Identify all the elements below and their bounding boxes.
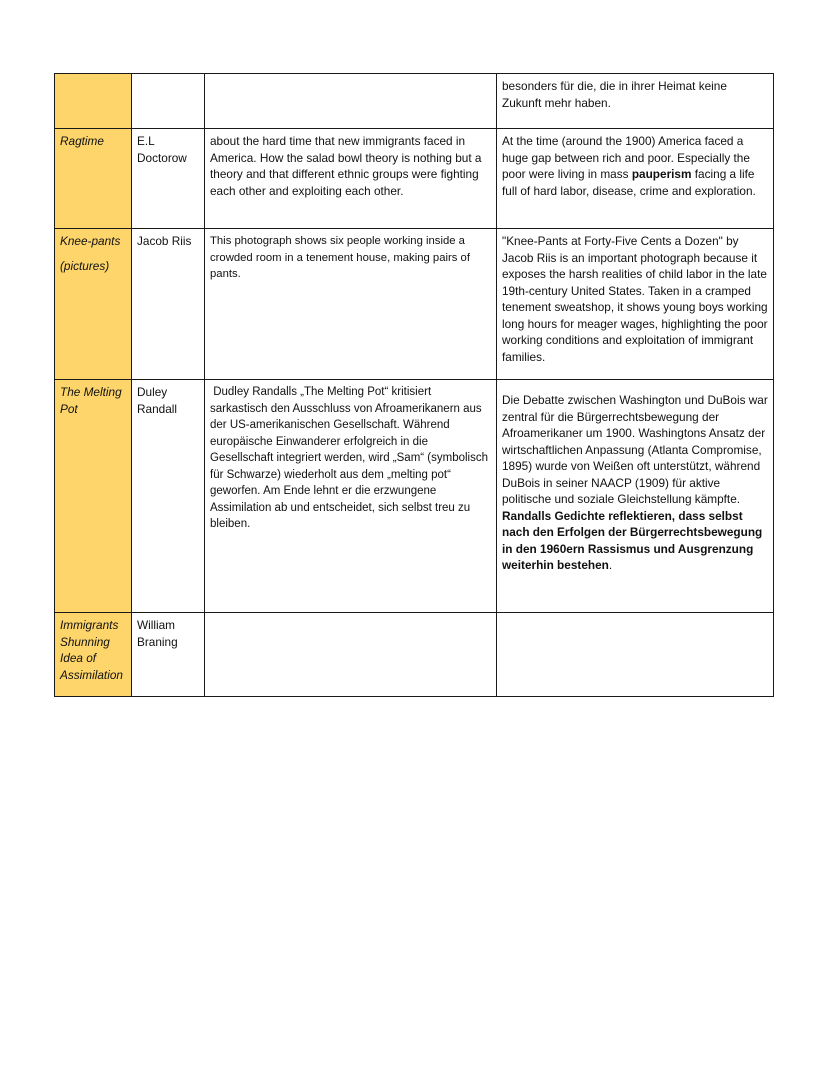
summary-text: Dudley Randalls „The Melting Pot“ kritisiert sarkastisch den Ausschluss von Afroamerikanern aus der US-amerikanischen Gesellschaft. Während europäische Einwanderer erfolgreich in die Gesellschaft integriert werden, wird „Sam“ (symbolisch für Schwarze) wiederholt aus dem „melting pot“ geworfen. Am Ende lehnt er die erzwungene Assimilation ab und entscheidet, sich selbst treu zu bleiben. [210,386,489,530]
title-cell [55,229,132,380]
table-row [55,380,774,613]
context-bold-text: pauperism [631,167,692,181]
table-row [55,613,774,697]
work-title: Knee-pants [60,234,121,248]
title-cell [55,380,132,613]
literature-table [54,73,774,697]
context-bold-text: Randalls Gedichte reflektieren, dass selbst nach den Erfolgen der Bürgerrechtsbewegung in den 1960ern Rassismus und Ausgrenzung weiterhin bestehen [502,508,763,572]
table-row [55,129,774,229]
table-row [55,229,774,380]
context-cell [497,229,774,380]
table-row [55,74,774,129]
author-cell [132,380,205,613]
summary-text: about the hard time that new immigrants faced in America. How the salad bowl theory is nothing but a theory and that different ethnic groups were fighting each other and exploiting each other. [210,134,482,198]
author-name: William Braning [137,618,178,649]
work-title: Ragtime [60,134,104,148]
summary-cell [205,129,497,229]
context-text: besonders für die, die in ihrer Heimat keine Zukunft mehr haben. [502,79,727,110]
context-cell [497,380,774,613]
context-cell [497,129,774,229]
author-name: Jacob Riis [137,234,192,248]
author-cell [132,129,205,229]
summary-cell [205,74,497,129]
context-text-end: . [608,558,613,572]
summary-cell [205,229,497,380]
summary-text: This photograph shows six people working inside a crowded room in a tenement house, making pairs of pants. [210,235,470,280]
summary-cell [205,613,497,697]
context-cell [497,613,774,697]
author-cell [132,74,205,129]
author-name: Duley Randall [137,385,178,416]
work-title: Immigrants Shunning Idea of Assimilation [60,618,123,682]
context-text: "Knee-Pants at Forty-Five Cents a Dozen" by Jacob Riis is an important photograph because it exposes the harsh realities of child labor in the late 19th-century United States. Taken in a cramped tenement sweatshop, it shows young boys working long hours for meager wages, highlighting the poor working conditions and exploitation of immigrant families. [502,234,768,364]
title-cell [55,74,132,129]
title-cell [55,129,132,229]
context-cell [497,74,774,129]
context-text: Die Debatte zwischen Washington und DuBois war zentral für die Bürgerrechtsbewegung der Afroamerikaner um 1900. Washingtons Ansatz der wirtschaftlichen Anpassung (Atlanta Compromise, 1895) wurde von Weißen oft unterstützt, während DuBois in seiner NAACP (1909) für aktive politische und soziale Gleichstellung kämpfte. [502,393,768,506]
author-cell [132,229,205,380]
author-cell [132,613,205,697]
summary-cell [205,380,497,613]
work-title: The Melting Pot [60,385,122,416]
author-name: E.L Doctorow [137,134,187,165]
title-cell [55,613,132,697]
work-subtitle: (pictures) [60,258,110,273]
context-text: At the time (around the 1900) America faced a huge gap between rich and poor. Especially the poor were living in mass [502,134,750,181]
context-text-end: facing a life full of hard labor, disease, crime and exploration. [502,167,756,198]
